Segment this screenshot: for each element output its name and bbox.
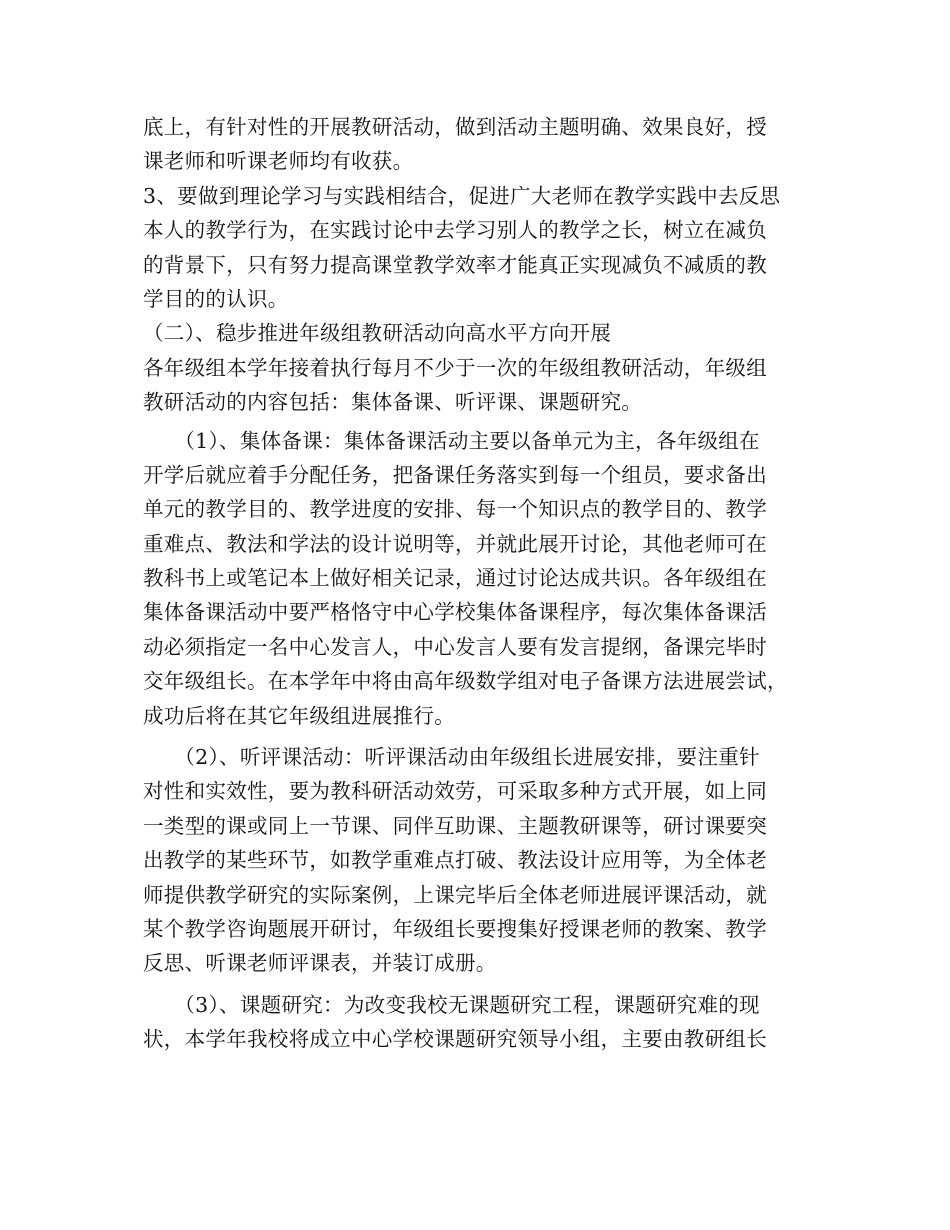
paragraph-line: 3、要做到理论学习与实践相结合，促进广大老师在教学实践中去反思: [143, 183, 781, 208]
paragraph-line: 集体备课活动中要严格恪守中心学校集体备课程序，每次集体备课活: [143, 600, 767, 625]
paragraph-line: 的背景下，只有努力提高课堂教学效率才能真正实现减负不减质的教: [143, 252, 767, 277]
document-body: [143, 110, 823, 1057]
paragraph-line: 反思、听课老师评课表，并装订成册。: [143, 951, 497, 976]
paragraph-line: 单元的教学目的、教学进度的安排、每一个知识点的教学目的、教学: [143, 497, 767, 522]
paragraph-line: 学目的的认识。: [143, 286, 289, 311]
paragraph-line: 成功后将在其它年级组进展推行。: [143, 703, 455, 728]
paragraph-line: 状，本学年我校将成立中心学校课题研究领导小组，主要由教研组长: [143, 1027, 767, 1052]
paragraph-line: 底上，有针对性的开展教研活动，做到活动主题明确、效果良好，授: [143, 115, 767, 139]
paragraph-line: 课老师和听课老师均有收获。: [143, 149, 414, 174]
paragraph-spacer: [143, 733, 823, 740]
paragraph-line: 出教学的某些环节，如教学重难点打破、教法设计应用等，为全体老: [143, 848, 767, 873]
paragraph-line: 一类型的课或同上一节课、同伴互助课、主题教研课等，研讨课要突: [143, 813, 767, 838]
paragraph-line: 交年级组长。在本学年中将由高年级数学组对电子备课方法进展尝试，: [143, 669, 788, 694]
paragraph-line: 师提供教学研究的实际案例，上课完毕后全体老师进展评课活动，就: [143, 882, 767, 907]
paragraph-line: 本人的教学行为，在实践讨论中去学习别人的教学之长，树立在减负: [143, 218, 767, 243]
paragraph-line: （1）、集体备课：集体备课活动主要以备单元为主，各年级组在: [143, 428, 760, 453]
paragraph-line: 动必须指定一名中心发言人，中心发言人要有发言提纲，备课完毕时: [143, 634, 767, 659]
paragraph-line: 某个教学咨询题展开研讨，年级组长要搜集好授课老师的教案、教学: [143, 916, 767, 941]
paragraph-line: 开学后就应着手分配任务，把备课任务落实到每一个组员，要求备出: [143, 462, 767, 487]
paragraph-line: 各年级组本学年接着执行每月不少于一次的年级组教研活动，年级组: [143, 355, 767, 380]
paragraph-line: 重难点、教法和学法的设计说明等，并就此展开讨论，其他老师可在: [143, 531, 767, 556]
paragraph-line: （2）、听评课活动：听评课活动由年级组长进展安排，要注重针: [143, 745, 760, 770]
paragraph-line: 教研活动的内容包括：集体备课、听评课、课题研究。: [143, 390, 643, 415]
paragraph-spacer: [143, 981, 823, 988]
paragraph-line: 教科书上或笔记本上做好相关记录，通过讨论达成共识。各年级组在: [143, 566, 767, 591]
paragraph-line: 对性和实效性，要为教科研活动效劳，可采取多种方式开展，如上同: [143, 779, 767, 804]
paragraph-line: （3）、课题研究：为改变我校无课题研究工程，课题研究难的现: [143, 992, 760, 1017]
section-heading: （二）、稳步推进年级组教研活动向高水平方向开展: [143, 321, 612, 346]
